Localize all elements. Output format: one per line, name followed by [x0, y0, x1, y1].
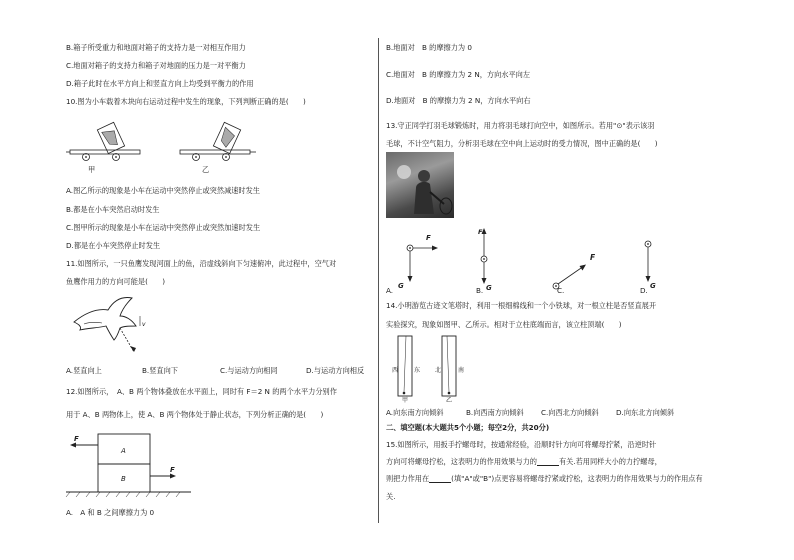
q10-option-a: A.图乙所示的现象是小车在运动中突然停止或突然减速时发生	[66, 186, 260, 195]
block-yi	[213, 122, 240, 153]
q13-stem-line2: 毛球，不计空气阻力，分析羽毛球在空中向上运动时的受力情况，图中正确的是( )	[386, 139, 658, 148]
diagram-a	[398, 234, 438, 290]
q11-option-a: A.竖直向上	[66, 366, 102, 375]
svg-text:西: 西	[392, 367, 399, 374]
svg-text:乙: 乙	[446, 397, 453, 404]
svg-text:G: G	[398, 282, 404, 290]
q12-option-a: A. A 和 B 之间摩擦力为 0	[66, 508, 155, 517]
q14-option-d: D.向东北方向倾斜	[616, 408, 675, 417]
svg-text:北: 北	[435, 367, 442, 374]
q12-option-d: D.地面对 B 的摩擦力为 2 N，方向水平向右	[386, 96, 531, 105]
q15-line4: 关.	[386, 492, 396, 501]
q12-stem-line2: 用于 A、B 两物体上，使 A、B 两个物体处于静止状态，下列分析正确的是( )	[66, 410, 324, 419]
svg-text:F: F	[590, 253, 596, 262]
svg-text:G: G	[486, 284, 492, 292]
q12-option-b: B.地面对 B 的摩擦力为 0	[386, 43, 472, 52]
cart-yi	[180, 150, 250, 154]
q10-stem: 10.图为小车载着木块向右运动过程中发生的现象，下列判断正确的是( )	[66, 97, 306, 106]
q10-label-jia: 甲	[88, 165, 96, 174]
column-divider	[378, 38, 379, 523]
svg-text:南: 南	[458, 367, 465, 374]
q13-stem-line1: 13.守正同学打羽毛球锻炼时，用力将羽毛球打向空中，如图所示。若用"⊙"表示该羽	[386, 121, 655, 130]
svg-text:F: F	[74, 435, 79, 443]
diagram-b	[478, 228, 492, 292]
q13-option-c: C.	[557, 286, 565, 295]
q13-option-d: D.	[640, 286, 648, 295]
q14-option-c: C.向西北方向倾斜	[541, 408, 599, 417]
diagram-d	[645, 241, 656, 290]
q11-stem-line1: 11.如图所示，一只鱼鹰发现河面上的鱼，沿虚线斜向下匀速俯冲，此过程中，空气对	[66, 259, 337, 268]
q11-stem-line2: 鱼鹰作用力的方向可能是( )	[66, 277, 166, 286]
q13-option-a: A.	[386, 286, 394, 295]
q12-option-c: C.地面对 B 的摩擦力为 2 N，方向水平向左	[386, 70, 531, 79]
svg-text:A: A	[121, 447, 126, 455]
q14-stem-line1: 14.小明游览古迹文笔塔时，利用一根细棉线和一个小铁球，对一根立柱是否竖直展开	[386, 301, 657, 310]
q12-stem-line1: 12.如图所示， A、B 两个物体叠放在水平面上，同时有 F＝2 N 的两个水平力分别作	[66, 387, 337, 396]
q9-option-b: B.箱子所受重力和地面对箱子的支持力是一对相互作用力	[66, 43, 246, 52]
svg-text:东: 东	[414, 367, 421, 374]
q11-bird-figure	[70, 292, 160, 358]
answer-blank-2[interactable]	[429, 475, 451, 483]
q11-option-d: D.与运动方向相反	[306, 366, 365, 375]
diagram-c	[553, 253, 596, 289]
q15-line2: 方向可将螺母拧松，这表明力的作用效果与力的 有关.若用同样大小的力拧螺母，	[386, 457, 662, 466]
q12-blocks-figure	[66, 430, 196, 500]
answer-blank-1[interactable]	[537, 458, 559, 466]
q14-stem-line2: 实验探究，现象如图甲、乙所示。相对于立柱底端而言，该立柱顶端( )	[386, 320, 622, 329]
q10-figure	[66, 112, 266, 172]
q9-option-c: C.地面对箱子的支持力和箱子对地面的压力是一对平衡力	[66, 61, 246, 70]
q11-option-c: C.与运动方向相同	[220, 366, 278, 375]
q13-option-b: B.	[476, 286, 484, 295]
svg-text:F: F	[170, 466, 175, 474]
q14-option-a: A.向东南方向倾斜	[386, 408, 444, 417]
q15-line1: 15.如图所示，用扳手拧螺母时，按通常经验，沿顺时针方向可将螺母拧紧，沿逆时针	[386, 440, 657, 449]
q10-option-c: C.图甲所示的现象是小车在运动中突然停止或突然加速时发生	[66, 223, 261, 232]
q9-option-d: D.箱子此时在水平方向上和竖直方向上均受到平衡力的作用	[66, 79, 254, 88]
q10-label-yi: 乙	[202, 165, 210, 174]
section-2-heading: 二、填空题(本大题共5个小题；每空2分，共20分)	[386, 423, 550, 432]
q10-option-b: B.都是在小车突然启动时发生	[66, 205, 160, 214]
q13-force-diagrams	[386, 226, 676, 292]
q14-option-b: B.向西南方向倾斜	[466, 408, 524, 417]
cart-jia	[70, 150, 140, 154]
velocity-label: v	[142, 321, 146, 328]
q11-option-b: B.竖直向下	[142, 366, 178, 375]
badminton-photo	[386, 152, 454, 218]
block-jia	[97, 122, 124, 153]
q10-option-d: D.都是在小车突然停止时发生	[66, 241, 161, 250]
svg-text:F: F	[426, 234, 431, 242]
q15-line3: 则把力作用在 (填"A"或"B")点更容易将螺母拧紧或拧松，这表明力的作用效果与力的作用点有	[386, 474, 703, 483]
svg-text:B: B	[121, 475, 126, 483]
svg-text:甲: 甲	[402, 397, 409, 404]
svg-text:G: G	[650, 282, 656, 290]
q14-pillar-figure	[392, 334, 472, 404]
svg-text:F: F	[478, 228, 483, 236]
bird-icon	[74, 298, 136, 341]
